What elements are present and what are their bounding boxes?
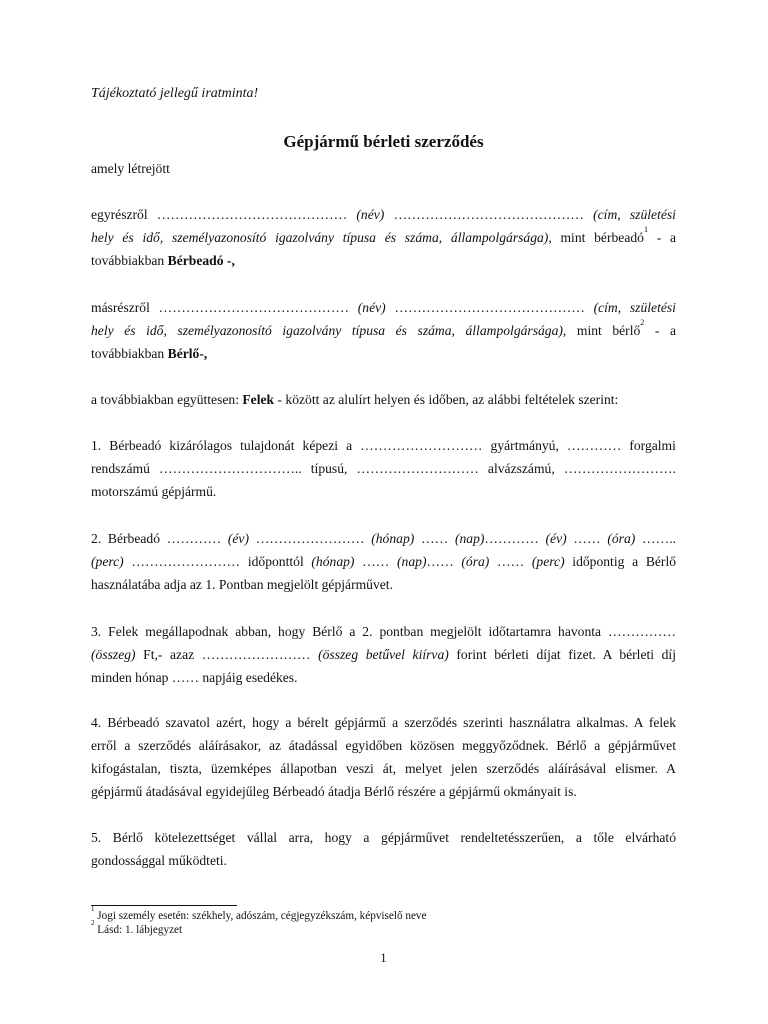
clause1-word: alvázszámú, [487, 461, 555, 476]
clause5-line1: 5. Bérlő kötelezettséget vállal arra, hogy a gépjárművet rendeltetésszerűen, a tőle elvárható [91, 830, 676, 845]
clause3-line3: minden hónap …… napjáig esedékes. [91, 670, 298, 685]
clause-4 [91, 711, 676, 803]
party1-line2: hely és idő, személyazonosító igazolvány típusa és száma, állampolgársága), mint bérbeadó$^1$ - a [91, 225, 676, 245]
clause1-word: ………… [566, 438, 622, 453]
party2-paragraph [91, 296, 676, 365]
clause4-line4: gépjármű átadásával egyidejűleg Bérbeadó átadja Bérlő részére a gépjármű okmányait is. [91, 784, 577, 799]
clause1-word: ……………………… [360, 438, 483, 453]
footnote-ref-2: 2 [640, 318, 645, 328]
party1-line3: továbbiakban Bérbeadó -, [91, 253, 235, 268]
party1-line1: egyrészről …………………………………… (név) …………………………………… (cím, születési [91, 207, 676, 222]
footnote-1: $^1$ Jogi személy esetén: székhely, adószám, cégjegyzékszám, képviselő neve [91, 905, 427, 922]
clause1-line3: motorszámú gépjármű. [91, 484, 217, 499]
clause1-word: a [346, 438, 353, 453]
footnote-2: $^2$ Lásd: 1. lábjegyzet [91, 919, 183, 936]
party2-line2: hely és idő, személyazonosító igazolvány típusa és száma, állampolgársága), mint bérlő$^2$ - a [91, 318, 676, 338]
clause-2 [91, 527, 676, 596]
clause3-line2: (összeg) Ft,- azaz …………………… (összeg betűvel kiírva) forint bérleti díjat fizet. A bérleti díj [91, 647, 676, 662]
page-number: 1 [380, 951, 387, 965]
role-bérlő: Bérlő-, [167, 346, 208, 361]
clause1-word: tulajdonát [240, 438, 295, 453]
party2-line3: továbbiakban Bérlő-, [91, 346, 208, 361]
clause1-word: kizárólagos [169, 438, 233, 453]
informative-note: Tájékoztató jellegű iratminta! [91, 86, 259, 101]
footnote-ref-1: 1 [643, 225, 648, 235]
clause1-word: ………………………….. [158, 461, 302, 476]
subtitle: amely létrejött [91, 161, 170, 176]
clause1-word: rendszámú [91, 461, 150, 476]
clause1-word: 1. [91, 438, 102, 453]
clause4-line3: kifogástalan, tiszta, üzemképes állapotban veszi át, melyet jelen szerződés aláírásával elismer. A [91, 761, 676, 776]
role-bérbeadó: Bérbeadó -, [167, 253, 235, 268]
document-title: Gépjármű bérleti szerződés [283, 132, 484, 151]
clause1-word: Bérbeadó [109, 438, 162, 453]
clause2-line2: (perc) …………………… időponttól (hónap) …… (nap)…… (óra) …… (perc) időpontig a Bérlő [91, 554, 677, 569]
clause1-word: forgalmi [629, 438, 676, 453]
party2-line1: másrészről …………………………………… (név) …………………………………… (cím, születési [91, 300, 676, 315]
party1-paragraph [91, 203, 676, 272]
clause5-line2: gondossággal működteti. [91, 853, 227, 868]
clause1-line1 [91, 434, 676, 457]
clause2-line1: 2. Bérbeadó ………… (év) …………………… (hónap) …… (nap)………… (év) …… (óra) …….. [91, 531, 677, 546]
clause1-line2 [91, 457, 676, 480]
clause3-line1: 3. Felek megállapodnak abban, hogy Bérlő a 2. pontban megjelölt időtartamra havonta …………… [91, 624, 676, 639]
clause-1 [91, 434, 676, 503]
clause2-line3: használatába adja az 1. Pontban megjelölt gépjárművet. [91, 577, 393, 592]
document-page [91, 0, 676, 1024]
clause1-word: gyártmányú, [490, 438, 559, 453]
clause4-line2: erről a szerződés aláírásakor, az átadással egyidőben közösen meggyőződnek. Bérlő a gépjárművet [91, 738, 676, 753]
clause4-line1: 4. Bérbeadó szavatol azért, hogy a bérelt gépjármű a szerződés szerinti használatra alkalmas. A felek [91, 715, 676, 730]
clause-5 [91, 826, 676, 872]
parties-together-line: a továbbiakban együttesen: Felek - között az alulírt helyen és időben, az alábbi feltételek szerint: [91, 392, 619, 407]
clause1-word: képezi [302, 438, 339, 453]
clause-3 [91, 620, 676, 689]
clause1-word: ……………………. [563, 461, 676, 476]
clause1-word: ……………………… [356, 461, 479, 476]
clause1-word: típusú, [310, 461, 348, 476]
footnote-separator [91, 905, 237, 906]
